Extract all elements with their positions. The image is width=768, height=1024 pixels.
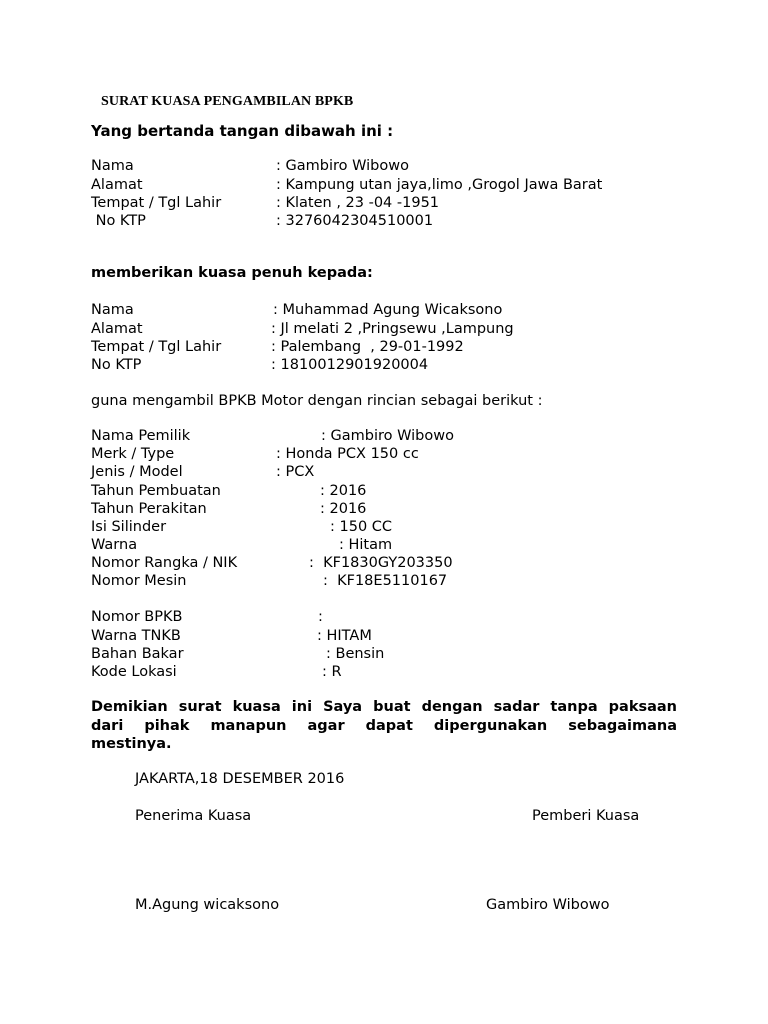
vehicle-label: Jenis / Model	[91, 464, 183, 480]
vehicle-label: Nama Pemilik	[91, 428, 191, 444]
vehicle-value: : PCX	[276, 464, 315, 480]
vehicle-label: Tahun Perakitan	[91, 501, 207, 517]
registration-label: Bahan Bakar	[91, 646, 184, 662]
grantee-label: Tempat / Tgl Lahir	[91, 339, 222, 355]
registration-value: : R	[322, 664, 342, 680]
vehicle-label: Tahun Pembuatan	[91, 483, 221, 499]
grantor-value: : Gambiro Wibowo	[276, 158, 409, 174]
vehicle-label: Warna	[91, 537, 138, 553]
registration-value: :	[318, 609, 323, 625]
place-date: JAKARTA,18 DESEMBER 2016	[135, 771, 345, 787]
grantor-label: Nama	[91, 158, 134, 174]
grantor-label: Tempat / Tgl Lahir	[91, 195, 222, 211]
vehicle-value: : Hitam	[339, 537, 393, 553]
grantee-value: : Jl melati 2 ,Pringsewu ,Lampung	[271, 321, 514, 337]
vehicle-value: : 2016	[320, 483, 367, 499]
vehicle-label: Nomor Mesin	[91, 573, 187, 589]
giver-label: Pemberi Kuasa	[532, 808, 640, 824]
registration-value: : Bensin	[326, 646, 385, 662]
grantor-label: No KTP	[91, 213, 146, 229]
closing-line: dari pihak manapun agar dapat dipergunakan sebagaimana	[91, 717, 677, 734]
registration-label: Nomor BPKB	[91, 609, 183, 625]
grantor-value: : Klaten , 23 -04 -1951	[276, 195, 440, 211]
vehicle-value: : Honda PCX 150 cc	[276, 446, 419, 462]
grantee-value: : Palembang , 29-01-1992	[271, 339, 464, 355]
purpose-text: guna mengambil BPKB Motor dengan rincian sebagai berikut :	[91, 393, 543, 409]
document-title: SURAT KUASA PENGAMBILAN BPKB	[101, 94, 354, 109]
grantee-label: Nama	[91, 302, 134, 318]
vehicle-label: Isi Silinder	[91, 519, 167, 535]
giver-name: Gambiro Wibowo	[486, 897, 610, 913]
vehicle-label: Nomor Rangka / NIK	[91, 555, 238, 571]
closing-line: mestinya.	[91, 736, 172, 752]
vehicle-value: : KF1830GY203350	[309, 555, 453, 571]
registration-label: Warna TNKB	[91, 628, 181, 644]
registration-label: Kode Lokasi	[91, 664, 177, 680]
grantee-value: : 1810012901920004	[271, 357, 429, 373]
grantee-label: Alamat	[91, 321, 143, 337]
grantor-value: : Kampung utan jaya,limo ,Grogol Jawa Barat	[276, 177, 603, 193]
vehicle-value: : 150 CC	[330, 519, 393, 535]
registration-value: : HITAM	[317, 628, 372, 644]
vehicle-value: : KF18E5110167	[323, 573, 448, 589]
vehicle-label: Merk / Type	[91, 446, 175, 462]
closing-paragraph	[91, 698, 677, 754]
grantor-label: Alamat	[91, 177, 143, 193]
grantee-label: No KTP	[91, 357, 142, 373]
vehicle-value: : Gambiro Wibowo	[321, 428, 454, 444]
grant-heading: memberikan kuasa penuh kepada:	[91, 265, 373, 281]
vehicle-value: : 2016	[320, 501, 367, 517]
receiver-label: Penerima Kuasa	[135, 808, 252, 824]
grantor-value: : 3276042304510001	[276, 213, 434, 229]
grantee-value: : Muhammad Agung Wicaksono	[273, 302, 503, 318]
closing-line: Demikian surat kuasa ini Saya buat dengan sadar tanpa paksaan	[91, 699, 677, 715]
receiver-name: M.Agung wicaksono	[135, 897, 280, 913]
intro-heading: Yang bertanda tangan dibawah ini :	[91, 122, 394, 140]
